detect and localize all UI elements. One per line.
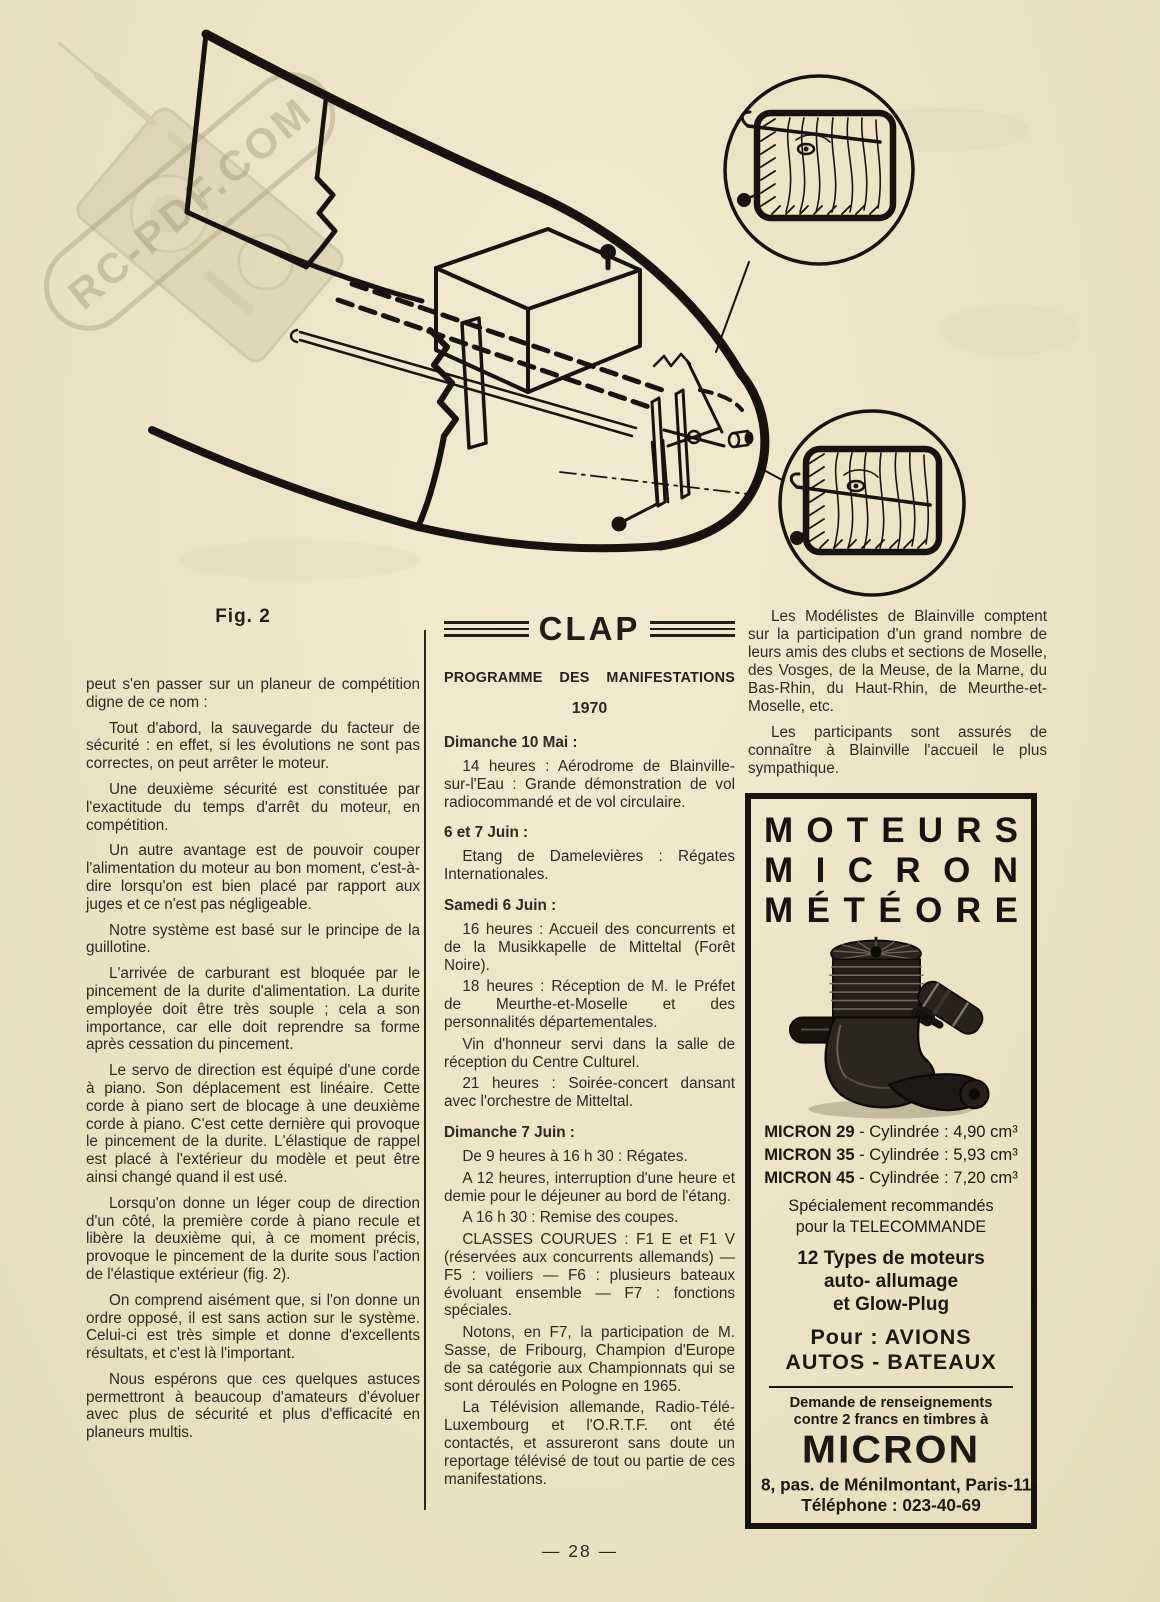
- engine-spec: [761, 1120, 1021, 1143]
- page-number: — 28 —: [541, 1541, 619, 1561]
- ad-title-line: M É T É O R E: [764, 891, 1018, 930]
- ad-applications: [761, 1325, 1021, 1375]
- ad-types-line: 12 Types de moteurs: [797, 1248, 985, 1270]
- event-heading: Samedi 6 Juin :: [444, 896, 557, 914]
- article-column-right: [748, 608, 1047, 787]
- event-paragraph: Vin d'honneur servi dans la salle de réception du Centre Culturel.: [444, 1035, 735, 1071]
- article-column-middle: [444, 612, 735, 1492]
- event-paragraph: 16 heures : Accueil des concurrents et de la Musikkapelle de Mitteltal (Forêt Noire).: [444, 920, 735, 974]
- event-heading: Dimanche 10 Mai :: [444, 734, 578, 751]
- ad-recommendation-line: pour la TELECOMMANDE: [795, 1218, 987, 1237]
- clap-title: CLAP: [538, 610, 641, 647]
- event-paragraph: Notons, en F7, la participation de M. Sasse, de Fribourg, Champion d'Europe de sa catégorie aux Championnats qui se sont déroulés en Pologne en 1965.: [444, 1324, 735, 1395]
- event-heading: Dimanche 7 Juin :: [444, 1123, 575, 1141]
- triple-rule-left: [444, 621, 529, 637]
- paragraph: L'arrivée de carburant est bloquée par le pincement de la durite d'alimentation. La durite employée doit être très souple ; cela a son importance, car elle doit reprendre sa forme après cessation du pincement.: [86, 965, 420, 1054]
- ad-recommendation: [761, 1196, 1021, 1238]
- ad-types-line: et Glow-Plug: [832, 1294, 950, 1316]
- event-heading: 6 et 7 Juin :: [444, 824, 529, 842]
- event-paragraph: A 16 h 30 : Remise des coupes.: [462, 1209, 679, 1227]
- triple-rule-right: [650, 621, 735, 637]
- event-paragraph: La Télévision allemande, Radio-Télé-Luxembourg et l'O.R.T.F. ont été contactés, et assureront sans doute un reportage télévisé de tout ou partie de ces manifestations.: [444, 1399, 735, 1488]
- ad-title-line: M O T E U R S: [764, 811, 1018, 850]
- paragraph: On comprend aisément que, si l'on donne un ordre opposé, il est sans action sur le système. Celui-ci est très simple et donne d'excellents résultats, et c'est là l'important.: [86, 1291, 420, 1363]
- ad-applications-line: AUTOS - BATEAUX: [785, 1350, 997, 1375]
- paragraph: Le servo de direction est équipé d'une corde à piano. Son déplacement est linéaire. Cette corde à piano sert de blocage à une deuxième corde à piano. C'est cette dernière qui provoque le pincement de la durite. L'élastique de rappel est placé à l'extérieur du modèle et peut être ainsi changé quand il est usé.: [86, 1062, 420, 1186]
- paragraph: Lorsqu'on donne un léger coup de direction d'un côté, la première corde à piano recule et libère la deuxième qui, à ce moment précis, provoque le pincement de la durite sous l'action de l'élastique extérieur (fig. 2).: [86, 1194, 420, 1283]
- paragraph: Les Modélistes de Blainville comptent sur la participation d'un grand nombre de leurs amis des clubs et sections de Moselle, des Vosges, de la Meuse, de la Marne, du Bas-Rhin, du Haut-Rhin, de Meurthe-et-Moselle, etc.: [748, 608, 1047, 715]
- event-paragraph: 21 heures : Soirée-concert dansant avec l'orchestre de Mitteltal.: [444, 1075, 735, 1111]
- engine-spec: [761, 1166, 1021, 1189]
- ad-recommendation-line: Spécialement recommandés: [788, 1197, 994, 1216]
- ad-address-sup: e: [1031, 1475, 1038, 1488]
- paragraph: Tout d'abord, la sauvegarde du facteur de sécurité : en effet, si les évolutions ne sont pas correctes, on peut arrêter le moteur.: [86, 719, 420, 773]
- paragraph: Les participants sont assurés de connaître à Blainville l'accueil le plus sympathique.: [748, 724, 1047, 778]
- ad-separator-rule: [769, 1386, 1013, 1388]
- paragraph: peut s'en passer sur un planeur de compétition digne de ce nom :: [86, 676, 420, 711]
- ad-title-line: M I C R O N: [764, 851, 1018, 890]
- micron-logo: MICRON: [801, 1427, 981, 1472]
- clap-header: [444, 612, 735, 646]
- event-paragraph: CLASSES COURUES : F1 E et F1 V (réservées aux concurrents allemands) — F5 : voiliers — F6 : plusieurs bateaux évoluant ensemble — F7 : fonctions spéciales.: [444, 1231, 735, 1320]
- engine-displacement: - Cylindrée : 5,93 cm³: [854, 1145, 1018, 1165]
- ad-request: [761, 1395, 1021, 1428]
- ad-phone: Téléphone : 023-40-69: [801, 1495, 981, 1515]
- watermark-text: RC-PDF.COM: [59, 86, 322, 319]
- program-year: 1970: [571, 700, 608, 717]
- paragraph: Notre système est basé sur le principe de la guillotine.: [86, 921, 420, 957]
- ad-request-line: Demande de renseignements: [789, 1395, 993, 1412]
- detail-inset-2: [780, 411, 964, 595]
- engine-photo: [772, 935, 1010, 1120]
- event-paragraph: A 12 heures, interruption d'une heure et demie pour le déjeuner au bord de l'étang.: [444, 1169, 735, 1205]
- ad-types-line: auto- allumage: [823, 1271, 959, 1293]
- event-paragraph: 18 heures : Réception de M. le Préfet de Meurthe-et-Moselle et des personnalités départementales.: [444, 978, 735, 1031]
- event-paragraph: De 9 heures à 16 h 30 : Régates.: [462, 1147, 688, 1165]
- ad-address: [761, 1471, 1038, 1495]
- column-divider-rule: [424, 630, 426, 1510]
- engine-model: MICRON 35: [764, 1145, 855, 1165]
- engine-model: MICRON 29: [764, 1122, 855, 1142]
- paragraph: Une deuxième sécurité est constituée par l'exactitude du temps d'arrêt du moteur, en compétition.: [86, 780, 420, 834]
- ad-types: [761, 1247, 1021, 1316]
- paragraph: Nous espérons que ces quelques astuces permettront à beaucoup d'amateurs d'évoluer avec plus de sécurité et plus d'efficacité en planeurs multis.: [86, 1370, 420, 1442]
- ad-address-text: 8, pas. de Ménilmontant, Paris-11: [761, 1475, 1032, 1495]
- detail-inset-1: [725, 76, 913, 264]
- engine-displacement: - Cylindrée : 4,90 cm³: [854, 1122, 1018, 1142]
- fuselage-cutaway-drawing: [0, 0, 1160, 625]
- engine-displacement: - Cylindrée : 7,20 cm³: [854, 1168, 1018, 1188]
- ad-applications-line: Pour : AVIONS: [810, 1325, 972, 1350]
- paragraph: Un autre avantage est de pouvoir couper l'alimentation du moteur au bon moment, c'est-à-dire lorsqu'on est bien placé par rapport aux juges et ce n'est pas négligeable.: [86, 842, 420, 913]
- article-column-left: [86, 676, 420, 1450]
- program-title: PROGRAMME DES MANIFESTATIONS: [444, 670, 735, 686]
- ad-request-line: contre 2 francs en timbres à: [793, 1411, 989, 1428]
- event-paragraph: Etang de Damelevières : Régates Internationales.: [444, 848, 735, 884]
- event-paragraph: 14 heures : Aérodrome de Blainville-sur-l'Eau : Grande démonstration de vol radiocommandé et de vol circulaire.: [444, 758, 735, 811]
- engine-spec: [761, 1143, 1021, 1166]
- engine-model: MICRON 45: [764, 1168, 855, 1188]
- figure-caption: Fig. 2: [215, 606, 271, 627]
- micron-advertisement: [745, 793, 1037, 1529]
